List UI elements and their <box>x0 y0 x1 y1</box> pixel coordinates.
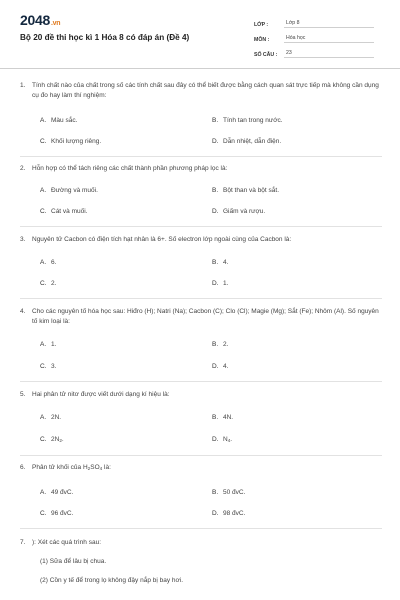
question-divider <box>20 528 382 529</box>
page-header <box>0 0 400 69</box>
option-2a[interactable]: A. Đường và muối. <box>40 187 98 194</box>
option-6d[interactable]: D. 98 đvC. <box>212 510 246 517</box>
option-3d[interactable]: D. 1. <box>212 280 229 287</box>
question-divider <box>20 455 382 456</box>
question-text: Nguyên tử Cacbon có điện tích hạt nhân là 6+. Số electron lớp ngoài cùng của Cacbon là: <box>32 236 292 243</box>
question-7 <box>20 538 382 548</box>
option-5c[interactable]: C. $2N_2$. <box>40 436 64 443</box>
meta-class: LỚP : Lớp 8 <box>254 15 374 28</box>
question-divider <box>20 298 382 299</box>
question-text: Hai phân tử nitơ được viết dưới dạng kí hiệu là: <box>32 391 170 398</box>
option-1a[interactable]: A. Màu sắc. <box>40 117 78 124</box>
option-5a[interactable]: A. 2N. <box>40 414 62 421</box>
option-6c[interactable]: C. 96 đvC. <box>40 510 74 517</box>
question-text: ): Xét các quá trình sau: <box>32 539 102 546</box>
option-5b[interactable]: B. 4N. <box>212 414 234 421</box>
question-4 <box>20 307 382 327</box>
option-4d[interactable]: D. 4. <box>212 363 229 370</box>
question-text: Tính chất nào của chất trong số các tính chất sau đây có thể biết được bằng cách quan sát trực tiếp mà không cần dụng cụ đo hay làm thí nghiệm: <box>32 82 379 99</box>
question-1 <box>20 81 382 101</box>
question-text: Phân tử khối của $H_2SO_4$ là: <box>32 464 111 471</box>
option-5d[interactable]: D. $N_4$. <box>212 436 233 443</box>
question-number: 5. <box>20 391 26 398</box>
statement-2: (2) Cồn y tế để trong lọ không đậy nắp bị bay hơi. <box>40 577 184 584</box>
question-text: Hỗn hợp có thể tách riêng các chất thành phần phương pháp lọc là: <box>32 165 228 172</box>
exam-meta <box>254 15 374 60</box>
question-number: 1. <box>20 82 26 89</box>
page-title: Bộ 20 đề thi học kì 1 Hóa 8 có đáp án (Đề 4) <box>20 33 190 42</box>
site-logo[interactable]: 2048.vn <box>20 12 61 28</box>
option-1b[interactable]: B. Tính tan trong nước. <box>212 117 283 124</box>
option-2d[interactable]: D. Giấm và rượu. <box>212 208 266 215</box>
meta-subject: MÔN : Hóa học <box>254 30 374 43</box>
option-4b[interactable]: B. 2. <box>212 341 229 348</box>
question-number: 3. <box>20 236 26 243</box>
option-6b[interactable]: B. 50 đvC. <box>212 489 246 496</box>
question-text: Cho các nguyên tố hóa học sau: Hiđro (H); Natri (Na); Cacbon (C); Clo (Cl); Magie (Mg); Sắt (Fe); Nhôm (Al). Số nguyên tố kim loại là: <box>32 308 379 325</box>
question-divider <box>20 226 382 227</box>
question-2 <box>20 164 382 174</box>
question-number: 7. <box>20 539 26 546</box>
statement-1: (1) Sữa để lâu bị chua. <box>40 558 107 565</box>
question-5 <box>20 390 382 400</box>
question-divider <box>20 156 382 157</box>
option-3c[interactable]: C. 2. <box>40 280 57 287</box>
option-3b[interactable]: B. 4. <box>212 259 229 266</box>
meta-question-count: SỐ CÂU : 23 <box>254 45 374 58</box>
option-4c[interactable]: C. 3. <box>40 363 57 370</box>
option-4a[interactable]: A. 1. <box>40 341 57 348</box>
question-6 <box>20 463 382 474</box>
question-number: 2. <box>20 165 26 172</box>
option-6a[interactable]: A. 49 đvC. <box>40 489 74 496</box>
option-2b[interactable]: B. Bột than và bột sắt. <box>212 187 280 194</box>
option-1c[interactable]: C. Khối lượng riêng. <box>40 138 102 145</box>
question-number: 6. <box>20 464 26 471</box>
question-3 <box>20 235 382 245</box>
option-3a[interactable]: A. 6. <box>40 259 57 266</box>
question-number: 4. <box>20 308 26 315</box>
option-2c[interactable]: C. Cát và muối. <box>40 208 88 215</box>
option-1d[interactable]: D. Dẫn nhiệt, dẫn điện. <box>212 138 282 145</box>
question-divider <box>20 381 382 382</box>
